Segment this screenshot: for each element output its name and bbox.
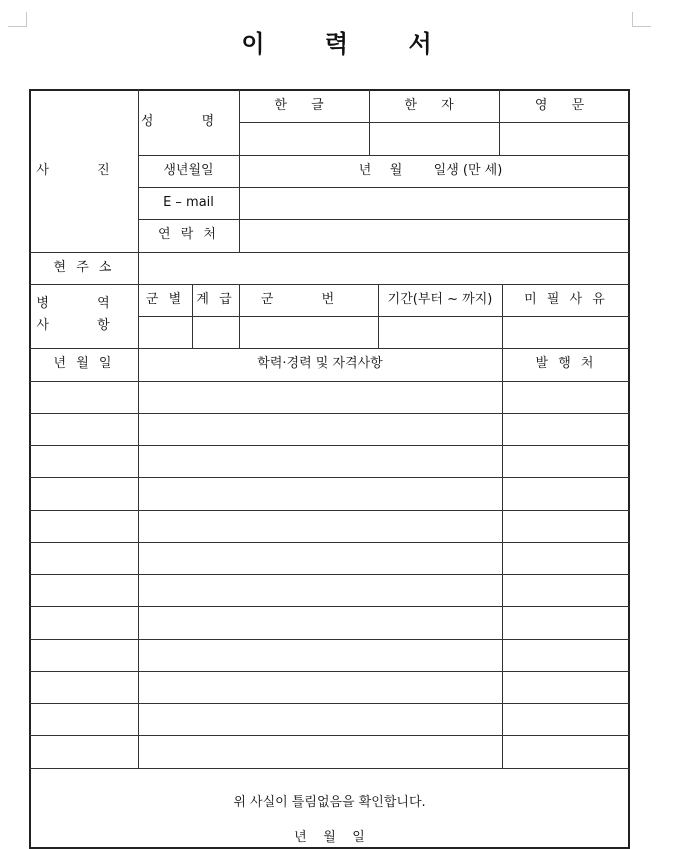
- table-rule: [29, 381, 630, 382]
- military-label-line2: 사 항: [36, 318, 132, 333]
- birth-day-age-text: 일생 (만 세): [433, 163, 503, 178]
- history-date-header: 년 월 일: [53, 356, 115, 371]
- table-rule: [29, 252, 630, 253]
- table-rule: [138, 187, 630, 188]
- military-branch-header: 군 별: [145, 292, 185, 307]
- military-period-header: 기간(부터 ~ 까지): [387, 292, 493, 307]
- table-rule: [138, 316, 630, 317]
- email-label: E – mail: [163, 195, 214, 210]
- table-rule: [29, 445, 630, 446]
- name-korean-header: 한 글: [274, 98, 334, 113]
- table-rule: [29, 768, 630, 769]
- table-rule: [29, 477, 630, 478]
- history-issuer-header: 발 행 처: [535, 356, 597, 371]
- table-rule: [29, 639, 630, 640]
- table-rule: [29, 510, 630, 511]
- military-rank-header: 계 급: [196, 292, 235, 307]
- photo-label: 사 진: [36, 163, 132, 178]
- name-label: 성 명: [140, 114, 237, 129]
- table-rule: [138, 219, 630, 220]
- name-hanja-header: 한 자: [404, 98, 464, 113]
- contact-label: 연 락 처: [158, 227, 219, 242]
- table-rule: [29, 284, 630, 285]
- birth-label: 생년월일: [163, 163, 214, 178]
- name-english-header: 영 문: [534, 98, 595, 113]
- table-rule: [29, 703, 630, 704]
- table-rule: [29, 606, 630, 607]
- table-rule: [29, 735, 630, 736]
- military-label-line1: 병 역: [36, 296, 132, 311]
- table-rule: [239, 122, 630, 123]
- military-exemption-header: 미 필 사 유: [524, 292, 608, 307]
- document-title: 이 력 서: [241, 30, 458, 58]
- address-label: 현 주 소: [53, 260, 115, 275]
- history-content-header: 학력·경력 및 자격사항: [257, 356, 383, 371]
- military-service-number-header: 군 번: [260, 292, 357, 307]
- confirmation-statement: 위 사실이 틀림없음을 확인합니다.: [233, 795, 426, 810]
- table-rule: [29, 348, 630, 349]
- table-rule: [29, 542, 630, 543]
- table-rule: [29, 574, 630, 575]
- table-rule: [29, 671, 630, 672]
- birth-year-text: 년: [358, 163, 372, 178]
- table-rule: [29, 413, 630, 414]
- table-rule: [138, 155, 630, 156]
- birth-month-text: 월: [389, 163, 403, 178]
- confirmation-date: 년 월 일: [294, 830, 365, 845]
